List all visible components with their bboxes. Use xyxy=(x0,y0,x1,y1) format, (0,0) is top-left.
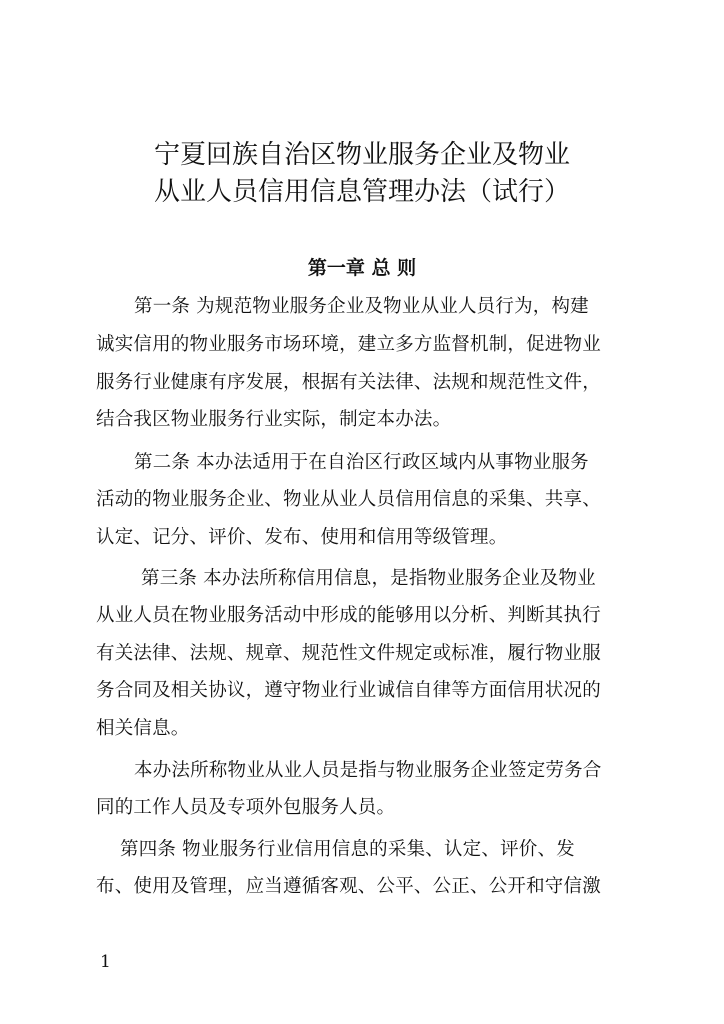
article-1-line-2: 诚实信用的物业服务市场环境，建立多方监督机制，促进物业 xyxy=(96,334,601,355)
article-3-line-4: 务合同及相关协议，遵守物业行业诚信自律等方面信用状况的 xyxy=(96,680,601,701)
article-3-line-1: 第三条 本办法所称信用信息，是指物业服务企业及物业 xyxy=(141,568,596,589)
article-3-line-5: 相关信息。 xyxy=(96,718,190,739)
article-1-line-3: 服务行业健康有序发展，根据有关法律、法规和规范性文件， xyxy=(96,372,601,393)
article-3-line-2: 从业人员在物业服务活动中形成的能够用以分析、判断其执行 xyxy=(96,605,601,626)
article-3-para2-line-1: 本办法所称物业从业人员是指与物业服务企业签定劳务合 xyxy=(134,760,602,781)
article-2-line-2: 活动的物业服务企业、物业从业人员信用信息的采集、共享、 xyxy=(96,489,601,510)
article-1-line-4: 结合我区物业服务行业实际，制定本办法。 xyxy=(96,409,452,430)
article-2-line-3: 认定、记分、评价、发布、使用和信用等级管理。 xyxy=(96,527,508,548)
article-3-line-3: 有关法律、法规、规章、规范性文件规定或标准，履行物业服 xyxy=(96,643,601,664)
article-1-line-1: 第一条 为规范物业服务企业及物业从业人员行为，构建 xyxy=(134,296,589,317)
document-title-line-1: 宁夏回族自治区物业服务企业及物业 xyxy=(153,140,570,170)
document-title-line-2: 从业人员信用信息管理办法（试行） xyxy=(153,177,570,207)
article-3-para2-line-2: 同的工作人员及专项外包服务人员。 xyxy=(96,797,396,818)
article-4-line-2: 布、使用及管理，应当遵循客观、公平、公正、公开和守信激 xyxy=(96,876,601,897)
article-2-line-1: 第二条 本办法适用于在自治区行政区域内从事物业服务 xyxy=(134,452,589,473)
article-4-line-1: 第四条 物业服务行业信用信息的采集、认定、评价、发 xyxy=(120,839,575,860)
chapter-heading: 第一章 总 则 xyxy=(307,257,417,279)
page-number: 1 xyxy=(100,952,111,972)
